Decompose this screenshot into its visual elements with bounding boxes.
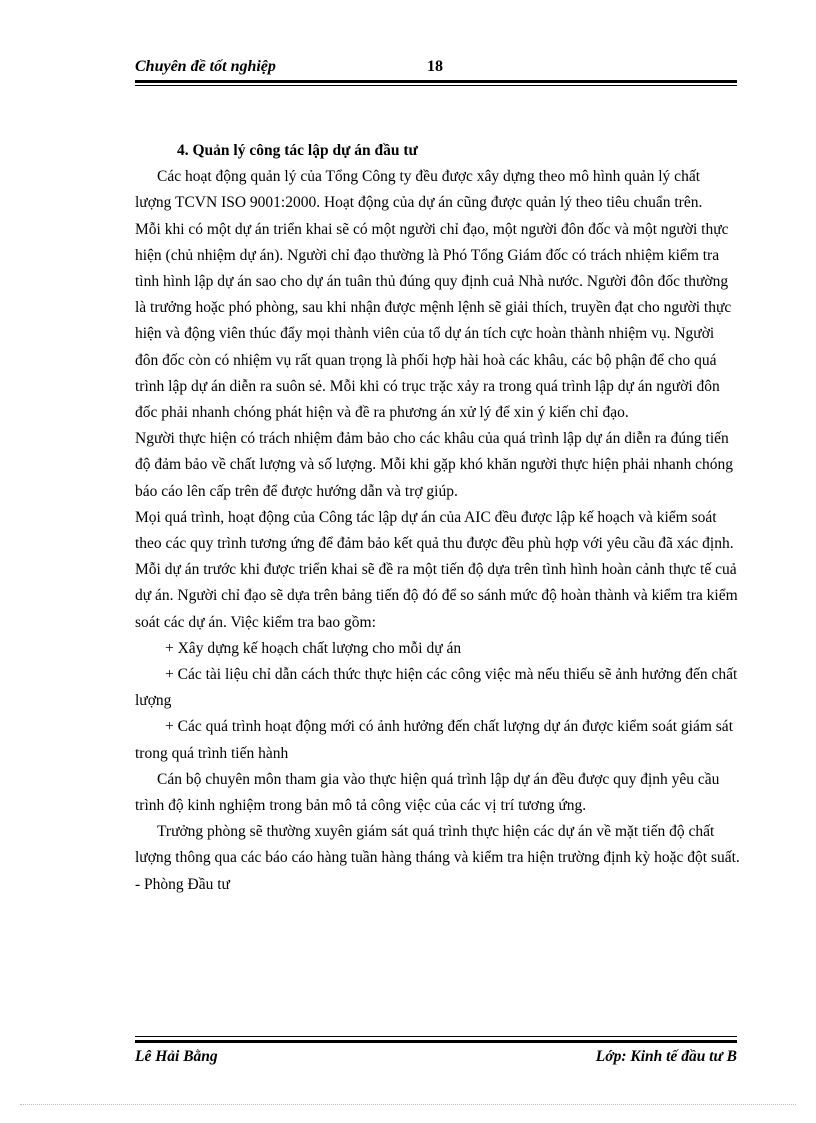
page-header: [135, 58, 737, 78]
header-rule-thick: [135, 80, 737, 83]
paragraph: Người thực hiện có trách nhiệm đảm bảo cho các khâu của quá trình lập dự án diễn ra đúng tiến độ đảm bảo về chất lượng và số lượng. Mỗi khi gặp khó khăn người thực hiện phải nhanh chóng báo cáo lên cấp trên để được hướng dẫn và trợ giúp.: [135, 430, 734, 500]
footer-author: Lê Hải Bằng: [135, 1048, 218, 1065]
paragraph: Cán bộ chuyên môn tham gia vào thực hiện quá trình lập dự án đều được quy định yêu cầu trình độ kinh nghiệm trong bản mô tả công việc của các vị trí tương ứng.: [135, 770, 720, 815]
paragraph: Mỗi khi có một dự án triển khai sẽ có một người chỉ đạo, một người đôn đốc và một người thực hiện (chủ nhiệm dự án). Người chỉ đạo thường là Phó Tổng Giám đốc có trách nhiệm kiểm tra tình hình lập dự án sao cho dự án tuân thủ đúng quy định cuả Nhà nước. Người đôn đốc thường là trưởng hoặc phó phòng, sau khi nhận được mệnh lệnh sẽ giải thích, truyền đạt cho người thực hiện và động viên thúc đẩy mọi thành viên của tổ dự án tích cực hoàn thành nhiệm vụ. Người đôn đốc còn có nhiệm vụ rất quan trọng là phối hợp hài hoà các khâu, các bộ phận để cho quá trình lập dự án diễn ra suôn sẻ. Mỗi khi có trục trặc xảy ra trong quá trình lập dự án người đôn đốc phải nhanh chóng phát hiện và đề ra phương án xử lý để xin ý kiến chỉ đạo.: [135, 220, 732, 422]
page-number: 18: [427, 58, 443, 75]
list-item: + Xây dựng kế hoạch chất lượng cho mỗi dự án: [165, 639, 462, 657]
footer-class: Lớp: Kinh tế đầu tư B: [595, 1048, 737, 1065]
paragraph: Trưởng phòng sẽ thường xuyên giám sát quá trình thực hiện các dự án về mặt tiến độ chất lượng thông qua các báo cáo hàng tuần hàng tháng và kiểm tra hiện trường định kỳ hoặc đột suất.: [135, 823, 740, 867]
paragraph: - Phòng Đầu tư: [135, 875, 230, 893]
page-footer: [135, 1048, 737, 1068]
document-body: [135, 138, 740, 898]
list-item: + Các quá trình hoạt động mới có ảnh hưởng đến chất lượng dự án được kiểm soát giám sát trong quá trình tiến hành: [135, 718, 733, 762]
footer-rule-thin: [135, 1036, 737, 1037]
page-edge-divider: [20, 1104, 796, 1105]
header-title: Chuyên đề tốt nghiệp: [135, 58, 276, 75]
paragraph: Mọi quá trình, hoạt động của Công tác lập dự án của AIC đều được lập kế hoạch và kiểm soát theo các quy trình tương ứng để đảm bảo kết quả thu được đều phù hợp với yêu cầu đã xác định. Mỗi dự án trước khi được triển khai sẽ đề ra một tiến độ dựa trên tình hình hoàn cảnh thực tế cuả dự án. Người chỉ đạo sẽ dựa trên bảng tiến độ đó để so sánh mức độ hoàn thành và kiểm tra kiểm soát các dự án. Việc kiểm tra bao gồm:: [135, 508, 738, 631]
footer-rule-thick: [135, 1040, 737, 1043]
paragraph: Các hoạt động quản lý của Tổng Công ty đều được xây dựng theo mô hình quản lý chất lượng TCVN ISO 9001:2000. Hoạt động của dự án cũng được quản lý theo tiêu chuẩn trên.: [135, 168, 703, 212]
header-rule-thin: [135, 85, 737, 86]
list-item: + Các tài liệu chỉ dẫn cách thức thực hiện các công việc mà nếu thiếu sẽ ảnh hưởng đến chất lượng: [135, 666, 738, 710]
section-heading: 4. Quản lý công tác lập dự án đầu tư: [177, 142, 418, 159]
